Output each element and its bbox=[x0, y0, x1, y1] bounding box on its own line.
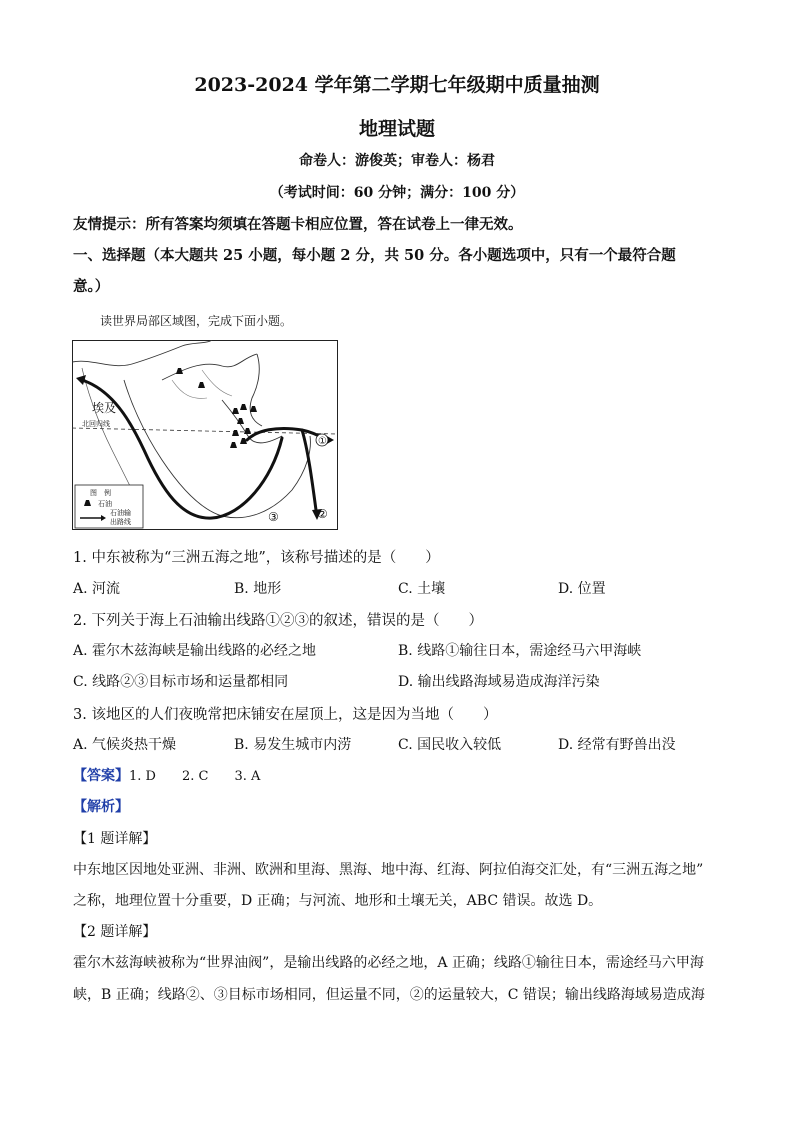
legend-oil-label: 石油 bbox=[98, 500, 112, 508]
subject-title: 地理试题 bbox=[358, 118, 435, 140]
q1-detail-line-1: 中东地区因地处亚洲、非洲、欧洲和里海、黑海、地中海、红海、阿拉伯海交汇处，有“三洲五海之地” bbox=[73, 862, 704, 878]
route-1-label: ① bbox=[318, 436, 327, 447]
q1-detail-line-2: 之称，地理位置十分重要，D 正确；与河流、地形和土壤无关，ABC 错误。故选 D。 bbox=[73, 893, 603, 909]
question-intro: 读世界局部区域图，完成下面小题。 bbox=[100, 314, 293, 328]
legend-route-label-2: 出路线 bbox=[110, 518, 131, 526]
question-2-option-c: C. 线路②③目标市场和运量都相同 bbox=[73, 674, 289, 690]
exam-title: 2023-2024 学年第二学期七年级期中质量抽测 bbox=[194, 74, 600, 96]
question-2-option-a: A. 霍尔木兹海峡是输出线路的必经之地 bbox=[73, 643, 317, 659]
analysis-label: 【解析】 bbox=[73, 799, 129, 815]
question-3-stem: 3. 该地区的人们夜晚常把床铺安在屋顶上，这是因为当地（ ） bbox=[73, 707, 498, 723]
q2-detail-heading: 【2 题详解】 bbox=[73, 924, 157, 940]
exam-info: （考试时间：60 分钟；满分：100 分） bbox=[269, 185, 525, 201]
question-3-option-c: C. 国民收入较低 bbox=[398, 737, 502, 753]
q2-detail-line-2: 峡，B 正确；线路②、③目标市场相同，但运量不同，②的运量较大，C 错误；输出线路海域易造成海 bbox=[73, 987, 705, 1003]
route-3-label: ③ bbox=[268, 510, 279, 524]
map-legend bbox=[75, 485, 143, 528]
question-1-option-d: D. 位置 bbox=[558, 581, 606, 597]
question-2-option-b: B. 线路①输往日本，需途经马六甲海峡 bbox=[398, 643, 642, 659]
question-3-option-d: D. 经常有野兽出没 bbox=[558, 737, 676, 753]
question-2-stem: 2. 下列关于海上石油输出线路①②③的叙述，错误的是（ ） bbox=[73, 613, 483, 629]
notice-text: 友情提示：所有答案均须填在答题卡相应位置，答在试卷上一律无效。 bbox=[73, 216, 523, 233]
answer-3: 3. A bbox=[234, 769, 261, 784]
route-2-label: ② bbox=[317, 507, 328, 521]
question-3-option-a: A. 气候炎热干燥 bbox=[73, 737, 177, 753]
map-label-tropic: 北回归线 bbox=[82, 420, 110, 428]
authors-line: 命卷人：游俊英；审卷人：杨君 bbox=[299, 153, 495, 169]
question-1-option-a: A. 河流 bbox=[73, 581, 121, 597]
q2-detail-line-1: 霍尔木兹海峡被称为“世界油阀”，是输出线路的必经之地，A 正确；线路①输往日本，需途经马六甲海 bbox=[73, 955, 704, 971]
question-2-option-d: D. 输出线路海域易造成海洋污染 bbox=[398, 674, 600, 690]
answer-label: 【答案】 bbox=[73, 768, 129, 784]
legend-route-label-1: 石油输 bbox=[110, 509, 131, 517]
answer-1: 1. D bbox=[129, 769, 156, 784]
answer-2: 2. C bbox=[181, 769, 209, 784]
q1-detail-heading: 【1 题详解】 bbox=[73, 831, 157, 847]
map-label-egypt: 埃及 bbox=[92, 401, 117, 415]
section-heading-line-2: 意。） bbox=[73, 278, 110, 295]
question-3-option-b: B. 易发生城市内涝 bbox=[234, 737, 352, 753]
middle-east-map bbox=[72, 340, 338, 530]
question-1-option-c: C. 土壤 bbox=[398, 581, 446, 597]
answer-row bbox=[73, 765, 260, 785]
question-1-stem: 1. 中东被称为“三洲五海之地”，该称号描述的是（ ） bbox=[73, 550, 440, 566]
legend-title: 图 例 bbox=[90, 489, 111, 497]
section-heading-line-1: 一、选择题（本大题共 25 小题，每小题 2 分，共 50 分。各小题选项中，只有一个最符合题 bbox=[73, 247, 676, 264]
question-1-option-b: B. 地形 bbox=[234, 581, 282, 597]
